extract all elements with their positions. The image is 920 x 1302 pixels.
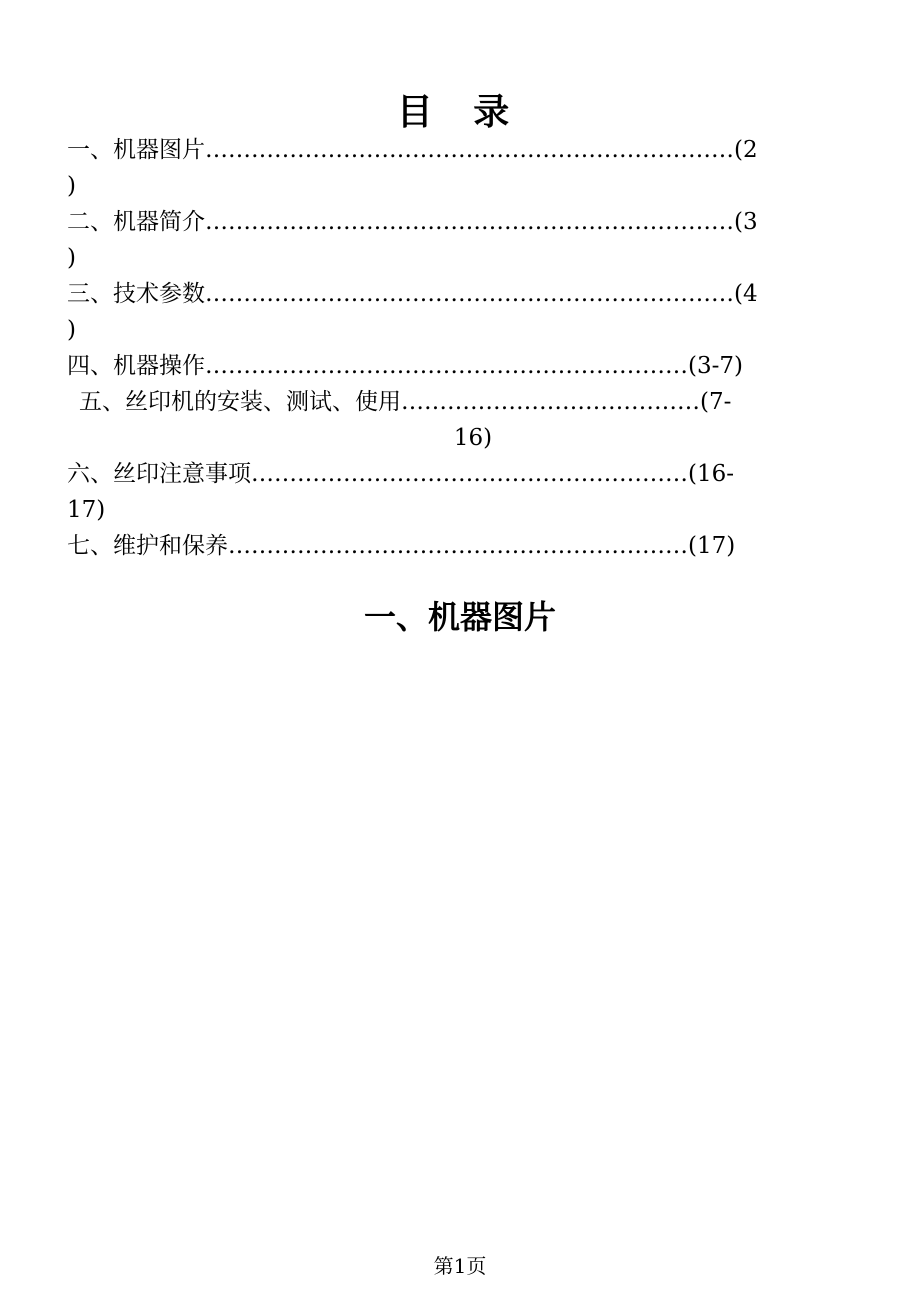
toc-title: 目 录 xyxy=(396,91,524,133)
toc-page-number-tail: ) xyxy=(67,173,76,199)
toc-leader-dots: ………………………………………………… xyxy=(251,461,688,487)
toc-page-number-tail: ) xyxy=(67,317,76,343)
toc-entry-label: 七、维护和保养 xyxy=(67,533,228,559)
toc-entry-1[interactable] xyxy=(67,132,847,204)
toc-leader-dots: …………………………………………………… xyxy=(228,533,688,559)
toc-page-number: (4 xyxy=(734,281,758,307)
section-heading: 一、机器图片 xyxy=(363,598,556,636)
toc-entry-label: 三、技术参数 xyxy=(67,281,205,307)
toc-entry-label: 二、机器简介 xyxy=(67,209,205,235)
toc-page-number: (2 xyxy=(734,137,758,163)
toc-page-number: (3-7) xyxy=(688,353,743,379)
toc-page-number-tail: 16) xyxy=(453,425,493,451)
table-of-contents xyxy=(67,132,847,564)
toc-entry-7[interactable] xyxy=(67,528,847,564)
page-footer: 第1页 xyxy=(433,1254,487,1278)
toc-leader-dots: …………………………………………………………… xyxy=(205,209,734,235)
toc-entry-6[interactable] xyxy=(67,456,847,528)
toc-entry-label: 四、机器操作 xyxy=(67,353,205,379)
toc-entry-label: 五、丝印机的安装、测试、使用 xyxy=(79,389,401,415)
toc-entry-5[interactable] xyxy=(67,384,847,456)
toc-page-number-tail: ) xyxy=(67,245,76,271)
toc-page-number: (17) xyxy=(688,533,736,559)
toc-leader-dots: ………………………………… xyxy=(401,389,700,415)
toc-leader-dots: …………………………………………………………… xyxy=(205,137,734,163)
toc-entry-4[interactable] xyxy=(67,348,847,384)
toc-entry-label: 一、机器图片 xyxy=(67,137,205,163)
toc-entry-3[interactable] xyxy=(67,276,847,348)
toc-page-number: (3 xyxy=(734,209,758,235)
toc-page-number-tail: 17) xyxy=(67,497,106,523)
toc-leader-dots: ……………………………………………………… xyxy=(205,353,688,379)
toc-page-number: (16- xyxy=(688,461,735,487)
toc-entry-2[interactable] xyxy=(67,204,847,276)
toc-leader-dots: …………………………………………………………… xyxy=(205,281,734,307)
toc-page-number: (7- xyxy=(700,389,732,415)
toc-entry-label: 六、丝印注意事项 xyxy=(67,461,251,487)
